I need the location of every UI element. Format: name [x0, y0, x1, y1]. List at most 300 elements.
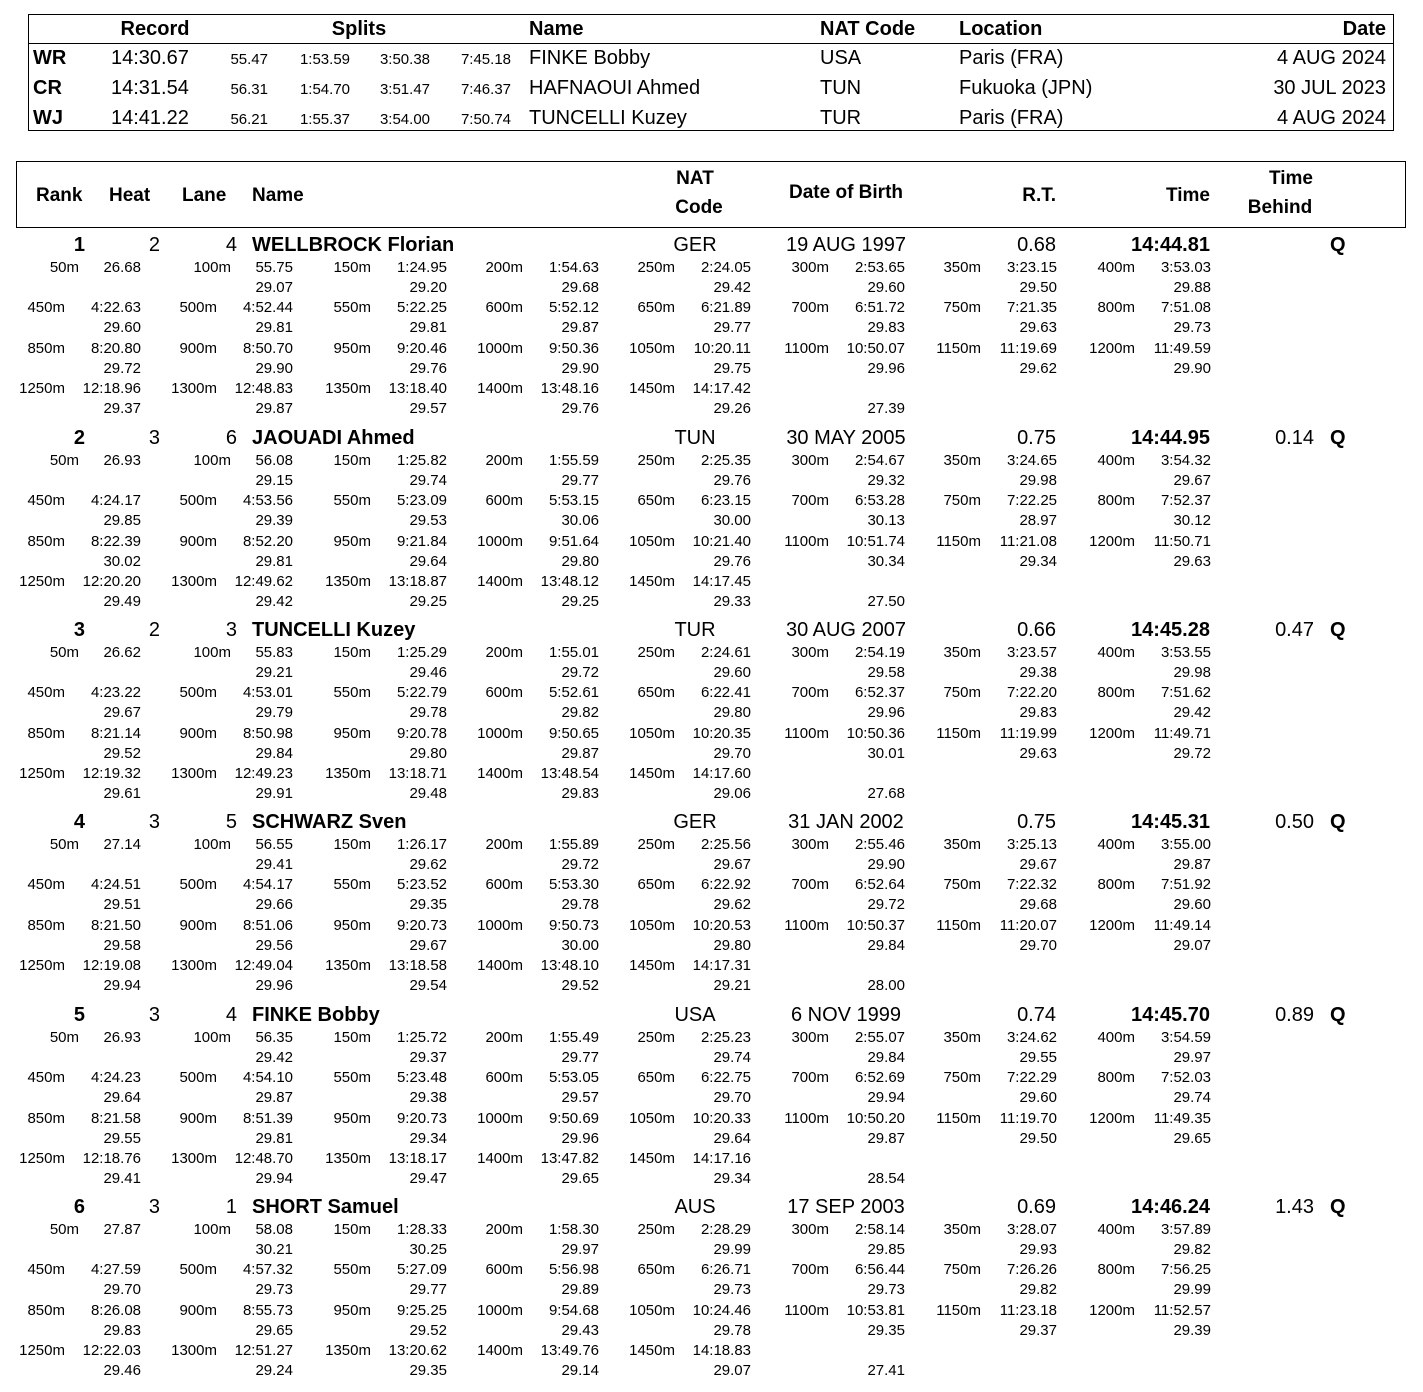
split-lap: 29.35: [409, 896, 447, 914]
athlete-time-behind: 0.89: [1275, 1004, 1314, 1026]
split-cumulative: 14:17.60: [692, 765, 751, 783]
split-distance: 550m: [333, 1261, 371, 1279]
split-lap: 29.54: [409, 977, 447, 995]
split-lap: 29.74: [409, 472, 447, 489]
athlete-qualifier: Q: [1330, 1004, 1346, 1026]
split-distance: 250m: [637, 836, 675, 853]
athlete-dob: 31 JAN 2002: [788, 811, 904, 833]
split-distance: 250m: [637, 1221, 675, 1238]
athlete-qualifier: Q: [1330, 619, 1346, 641]
split-cumulative: 11:19.99: [999, 724, 1057, 742]
split-distance: 600m: [485, 1069, 523, 1087]
split-distance: 200m: [485, 452, 523, 469]
athlete-rt: 0.66: [1017, 619, 1056, 641]
split-distance: 100m: [193, 1221, 231, 1238]
split-cumulative: 2:54.19: [854, 644, 905, 661]
split-distance: 400m: [1097, 452, 1135, 469]
split-cumulative: 11:49.71: [1153, 724, 1211, 742]
split-cumulative: 4:24.51: [90, 876, 141, 894]
split-distance: 1200m: [1089, 1109, 1135, 1127]
split-cumulative: 9:20.78: [396, 724, 447, 742]
split-cumulative: 4:54.10: [242, 1069, 293, 1087]
split-lap: 29.68: [1019, 896, 1057, 914]
record-name: HAFNAOUI Ahmed: [529, 77, 701, 99]
split-distance: 200m: [485, 1221, 523, 1238]
split-lap: 29.66: [255, 896, 293, 914]
split-distance: 400m: [1097, 644, 1135, 661]
split-lap: 28.54: [867, 1170, 905, 1188]
split-lap: 28.97: [1019, 512, 1057, 530]
split-lap: 29.87: [1173, 856, 1211, 873]
split-cumulative: 13:48.10: [540, 957, 599, 975]
split-lap: 29.73: [867, 1281, 905, 1299]
records-header-date: Date: [1342, 18, 1386, 40]
split-cumulative: 4:52.44: [242, 299, 293, 317]
header-nat: NAT: [676, 168, 714, 189]
split-distance: 650m: [637, 684, 675, 702]
split-distance: 850m: [27, 1301, 65, 1319]
split-cumulative: 3:55.00: [1160, 836, 1211, 853]
split-cumulative: 13:18.40: [388, 380, 447, 398]
split-distance: 1150m: [936, 724, 981, 742]
split-distance: 1000m: [477, 1301, 523, 1319]
split-lap: 29.20: [409, 279, 447, 296]
split-distance: 350m: [943, 644, 981, 661]
split-distance: 1350m: [325, 1150, 371, 1168]
athlete-time-behind: 0.47: [1275, 619, 1314, 641]
split-cumulative: 8:50.98: [242, 724, 293, 742]
split-distance: 1450m: [629, 957, 675, 975]
split-cumulative: 1:54.63: [548, 259, 599, 276]
split-cumulative: 3:57.89: [1160, 1221, 1211, 1238]
athlete-heat: 2: [148, 234, 160, 256]
split-distance: 450m: [27, 684, 65, 702]
split-lap: 30.00: [713, 512, 751, 530]
split-distance: 1450m: [629, 573, 675, 591]
split-cumulative: 5:52.12: [548, 299, 599, 317]
split-distance: 1000m: [477, 724, 523, 742]
split-lap: 29.82: [1019, 1281, 1057, 1299]
record-time: 14:31.54: [111, 77, 189, 99]
split-lap: 30.12: [1173, 512, 1211, 530]
split-distance: 1000m: [477, 339, 523, 357]
athlete-name: TUNCELLI Kuzey: [252, 619, 416, 641]
record-split: 56.31: [230, 81, 268, 98]
split-lap: 29.83: [103, 1321, 141, 1339]
split-lap: 29.78: [409, 704, 447, 722]
split-cumulative: 1:26.17: [396, 836, 447, 853]
split-lap: 29.37: [1019, 1321, 1057, 1339]
record-split: 3:54.00: [379, 111, 430, 128]
split-lap: 29.64: [409, 552, 447, 570]
split-lap: 29.52: [561, 977, 599, 995]
split-distance: 400m: [1097, 259, 1135, 276]
split-lap: 29.82: [561, 704, 599, 722]
split-cumulative: 1:28.33: [396, 1221, 447, 1238]
split-lap: 29.67: [713, 856, 751, 873]
split-lap: 29.48: [409, 785, 447, 803]
athlete-time: 14:45.31: [1131, 811, 1210, 833]
split-lap: 29.51: [103, 896, 141, 914]
split-cumulative: 4:24.23: [90, 1069, 141, 1087]
split-lap: 29.62: [409, 856, 447, 873]
split-cumulative: 12:51.27: [234, 1342, 293, 1360]
split-distance: 150m: [333, 452, 371, 469]
split-distance: 450m: [27, 299, 65, 317]
split-lap: 29.07: [1173, 936, 1211, 954]
record-nat: TUN: [820, 77, 862, 99]
record-location: Fukuoka (JPN): [959, 77, 1093, 99]
split-cumulative: 13:20.62: [388, 1342, 447, 1360]
split-distance: 1000m: [477, 1109, 523, 1127]
athlete-lane: 3: [225, 619, 237, 641]
split-lap: 29.77: [561, 472, 599, 489]
split-cumulative: 9:20.46: [396, 339, 447, 357]
split-cumulative: 5:22.79: [396, 684, 447, 702]
record-time: 14:41.22: [111, 107, 189, 129]
split-distance: 1050m: [629, 916, 675, 934]
split-cumulative: 10:20.53: [692, 916, 751, 934]
split-lap: 29.80: [713, 704, 751, 722]
split-lap: 30.01: [867, 744, 905, 762]
split-distance: 550m: [333, 299, 371, 317]
split-lap: 29.67: [409, 936, 447, 954]
split-lap: 29.56: [255, 936, 293, 954]
split-cumulative: 11:19.69: [999, 339, 1057, 357]
split-lap: 29.58: [103, 936, 141, 954]
split-cumulative: 1:25.29: [396, 644, 447, 661]
athlete-lane: 5: [225, 811, 237, 833]
athlete-time: 14:44.95: [1131, 427, 1210, 449]
split-distance: 50m: [49, 259, 79, 276]
athlete-rt: 0.74: [1017, 1004, 1056, 1026]
split-cumulative: 14:17.45: [692, 573, 751, 591]
split-lap: 30.02: [103, 552, 141, 570]
split-distance: 500m: [179, 1069, 217, 1087]
split-distance: 100m: [193, 1029, 231, 1046]
records-header-record: Record: [120, 18, 190, 40]
split-cumulative: 12:20.20: [82, 573, 141, 591]
split-cumulative: 2:54.67: [854, 452, 905, 469]
split-cumulative: 13:48.16: [540, 380, 599, 398]
split-cumulative: 8:51.39: [242, 1109, 293, 1127]
split-lap: 29.83: [867, 319, 905, 337]
athlete-nat: GER: [673, 811, 717, 833]
split-lap: 29.07: [255, 279, 293, 296]
split-lap: 29.97: [561, 1241, 599, 1258]
athlete-rank: 3: [73, 619, 85, 641]
split-cumulative: 26.62: [103, 644, 141, 661]
header-name: Name: [252, 185, 304, 206]
split-lap: 29.90: [1173, 359, 1211, 377]
split-distance: 1400m: [477, 765, 523, 783]
split-cumulative: 13:18.71: [388, 765, 447, 783]
split-lap: 29.15: [255, 472, 293, 489]
split-distance: 300m: [791, 1221, 829, 1238]
split-cumulative: 11:23.18: [999, 1301, 1057, 1319]
split-lap: 29.25: [409, 593, 447, 611]
split-distance: 500m: [179, 299, 217, 317]
split-cumulative: 7:52.03: [1160, 1069, 1211, 1087]
split-cumulative: 55.83: [255, 644, 293, 661]
split-lap: 29.65: [1173, 1129, 1211, 1147]
split-lap: 29.89: [561, 1281, 599, 1299]
split-lap: 29.67: [103, 704, 141, 722]
split-cumulative: 3:24.65: [1006, 452, 1057, 469]
split-cumulative: 10:51.74: [846, 532, 905, 550]
split-distance: 1450m: [629, 1150, 675, 1168]
split-lap: 29.62: [1019, 359, 1057, 377]
split-distance: 350m: [943, 836, 981, 853]
split-cumulative: 8:51.06: [242, 916, 293, 934]
athlete-rank: 4: [73, 811, 85, 833]
split-cumulative: 4:27.59: [90, 1261, 141, 1279]
split-cumulative: 3:25.13: [1006, 836, 1057, 853]
split-cumulative: 9:54.68: [548, 1301, 599, 1319]
split-distance: 800m: [1097, 299, 1135, 317]
record-nat: USA: [820, 47, 862, 69]
split-lap: 29.24: [255, 1362, 293, 1380]
record-nat: TUR: [820, 107, 862, 129]
athlete-rt: 0.75: [1017, 427, 1056, 449]
athlete-name: SCHWARZ Sven: [252, 811, 407, 833]
split-cumulative: 10:24.46: [692, 1301, 751, 1319]
split-lap: 29.88: [1173, 279, 1211, 296]
split-cumulative: 9:50.69: [548, 1109, 599, 1127]
split-lap: 29.93: [1019, 1241, 1057, 1258]
split-lap: 30.21: [255, 1241, 293, 1258]
athlete-rt: 0.75: [1017, 811, 1056, 833]
split-cumulative: 3:23.15: [1006, 259, 1057, 276]
split-lap: 29.64: [103, 1089, 141, 1107]
split-distance: 1300m: [171, 380, 217, 398]
split-cumulative: 2:24.61: [700, 644, 751, 661]
split-cumulative: 14:17.42: [692, 380, 751, 398]
split-distance: 1450m: [629, 1342, 675, 1360]
split-lap: 29.55: [103, 1129, 141, 1147]
athlete-name: WELLBROCK Florian: [252, 234, 455, 256]
split-cumulative: 27.87: [103, 1221, 141, 1238]
split-cumulative: 2:25.35: [700, 452, 751, 469]
split-lap: 29.67: [1019, 856, 1057, 873]
split-distance: 150m: [333, 836, 371, 853]
split-lap: 29.25: [561, 593, 599, 611]
athlete-nat: GER: [673, 234, 717, 256]
split-lap: 30.34: [867, 552, 905, 570]
split-distance: 450m: [27, 1069, 65, 1087]
split-lap: 29.34: [1019, 552, 1057, 570]
athlete-rank: 2: [73, 427, 85, 449]
split-cumulative: 7:51.92: [1160, 876, 1211, 894]
split-lap: 29.50: [1019, 1129, 1057, 1147]
split-lap: 29.84: [255, 744, 293, 762]
split-distance: 950m: [333, 916, 371, 934]
split-distance: 50m: [49, 1221, 79, 1238]
split-distance: 700m: [791, 684, 829, 702]
split-lap: 29.96: [561, 1129, 599, 1147]
split-distance: 1300m: [171, 1150, 217, 1168]
split-distance: 1000m: [477, 916, 523, 934]
split-cumulative: 11:49.59: [1153, 339, 1211, 357]
split-lap: 29.70: [1019, 936, 1057, 954]
split-distance: 250m: [637, 644, 675, 661]
split-lap: 29.63: [1173, 552, 1211, 570]
split-cumulative: 1:25.82: [396, 452, 447, 469]
split-lap: 29.74: [1173, 1089, 1211, 1107]
athlete-qualifier: Q: [1330, 1196, 1346, 1218]
split-distance: 100m: [193, 644, 231, 661]
split-distance: 950m: [333, 724, 371, 742]
header-code: Code: [675, 197, 723, 218]
split-distance: 600m: [485, 1261, 523, 1279]
split-lap: 29.84: [867, 936, 905, 954]
split-lap: 29.96: [255, 977, 293, 995]
split-cumulative: 2:25.56: [700, 836, 751, 853]
split-lap: 29.53: [409, 512, 447, 530]
split-lap: 29.98: [1173, 664, 1211, 681]
split-cumulative: 8:22.39: [90, 532, 141, 550]
split-cumulative: 6:51.72: [854, 299, 905, 317]
record-split: 55.47: [230, 51, 268, 68]
split-cumulative: 13:18.58: [388, 957, 447, 975]
split-cumulative: 3:24.62: [1006, 1029, 1057, 1046]
split-cumulative: 6:53.28: [854, 492, 905, 510]
split-lap: 29.34: [409, 1129, 447, 1147]
split-lap: 29.70: [713, 1089, 751, 1107]
split-cumulative: 4:24.17: [90, 492, 141, 510]
split-lap: 29.55: [1019, 1049, 1057, 1066]
split-distance: 750m: [943, 876, 981, 894]
split-cumulative: 14:17.31: [692, 957, 751, 975]
split-cumulative: 7:22.25: [1006, 492, 1057, 510]
split-cumulative: 2:25.23: [700, 1029, 751, 1046]
split-distance: 200m: [485, 259, 523, 276]
split-cumulative: 11:20.07: [999, 916, 1057, 934]
split-lap: 29.42: [255, 593, 293, 611]
split-distance: 1400m: [477, 380, 523, 398]
athlete-name: FINKE Bobby: [252, 1004, 380, 1026]
split-lap: 29.76: [713, 552, 751, 570]
split-lap: 29.35: [867, 1321, 905, 1339]
split-cumulative: 1:58.30: [548, 1221, 599, 1238]
split-distance: 550m: [333, 492, 371, 510]
split-distance: 150m: [333, 644, 371, 661]
split-distance: 50m: [49, 644, 79, 661]
split-distance: 400m: [1097, 1221, 1135, 1238]
split-cumulative: 6:52.37: [854, 684, 905, 702]
split-lap: 29.38: [1019, 664, 1057, 681]
split-distance: 1050m: [629, 1301, 675, 1319]
split-lap: 29.90: [561, 359, 599, 377]
split-distance: 350m: [943, 1221, 981, 1238]
split-cumulative: 5:23.09: [396, 492, 447, 510]
split-cumulative: 9:51.64: [548, 532, 599, 550]
record-split: 7:45.18: [460, 51, 511, 68]
split-lap: 29.42: [713, 279, 751, 296]
split-lap: 29.34: [713, 1170, 751, 1188]
split-distance: 250m: [637, 452, 675, 469]
split-distance: 1200m: [1089, 916, 1135, 934]
split-distance: 1200m: [1089, 532, 1135, 550]
split-cumulative: 12:18.76: [82, 1150, 141, 1168]
athlete-qualifier: Q: [1330, 234, 1346, 256]
split-cumulative: 8:55.73: [242, 1301, 293, 1319]
split-cumulative: 3:28.07: [1006, 1221, 1057, 1238]
split-lap: 29.49: [103, 593, 141, 611]
split-lap: 29.77: [409, 1281, 447, 1299]
split-distance: 1100m: [784, 532, 829, 550]
split-lap: 29.81: [255, 319, 293, 337]
athlete-dob: 17 SEP 2003: [787, 1196, 905, 1218]
split-lap: 29.39: [1173, 1321, 1211, 1339]
record-split: 3:50.38: [379, 51, 430, 68]
split-cumulative: 7:52.37: [1160, 492, 1211, 510]
split-cumulative: 4:57.32: [242, 1261, 293, 1279]
split-lap: 29.97: [1173, 1049, 1211, 1066]
split-distance: 1350m: [325, 765, 371, 783]
split-cumulative: 2:53.65: [854, 259, 905, 276]
split-distance: 1100m: [784, 916, 829, 934]
split-lap: 29.21: [713, 977, 751, 995]
split-cumulative: 7:26.26: [1006, 1261, 1057, 1279]
split-distance: 350m: [943, 1029, 981, 1046]
split-distance: 1100m: [784, 1109, 829, 1127]
split-distance: 1350m: [325, 380, 371, 398]
split-distance: 1250m: [19, 957, 65, 975]
split-lap: 28.00: [867, 977, 905, 995]
split-distance: 300m: [791, 1029, 829, 1046]
split-lap: 29.87: [255, 1089, 293, 1107]
split-cumulative: 10:20.11: [693, 339, 751, 357]
split-distance: 1400m: [477, 1342, 523, 1360]
split-lap: 29.98: [1019, 472, 1057, 489]
record-split: 1:53.59: [299, 51, 350, 68]
split-cumulative: 8:50.70: [242, 339, 293, 357]
split-lap: 29.90: [867, 856, 905, 873]
split-lap: 29.32: [867, 472, 905, 489]
split-cumulative: 8:21.50: [90, 916, 141, 934]
split-lap: 29.79: [255, 704, 293, 722]
split-distance: 750m: [943, 492, 981, 510]
split-lap: 27.68: [867, 785, 905, 803]
split-distance: 500m: [179, 1261, 217, 1279]
athlete-dob: 6 NOV 1999: [790, 1004, 902, 1026]
split-lap: 29.60: [1173, 896, 1211, 914]
split-lap: 29.06: [713, 785, 751, 803]
split-lap: 29.35: [409, 1362, 447, 1380]
split-distance: 1450m: [629, 765, 675, 783]
split-distance: 900m: [179, 1109, 217, 1127]
split-distance: 850m: [27, 724, 65, 742]
split-distance: 1450m: [629, 380, 675, 398]
split-distance: 200m: [485, 836, 523, 853]
split-distance: 800m: [1097, 492, 1135, 510]
athlete-lane: 1: [225, 1196, 237, 1218]
split-lap: 29.37: [409, 1049, 447, 1066]
split-lap: 29.26: [713, 400, 751, 418]
records-header-location: Location: [959, 18, 1043, 40]
split-distance: 600m: [485, 492, 523, 510]
records-header-divider: [28, 43, 1394, 44]
split-lap: 29.39: [255, 512, 293, 530]
split-distance: 1200m: [1089, 724, 1135, 742]
split-distance: 350m: [943, 452, 981, 469]
split-lap: 29.46: [103, 1362, 141, 1380]
split-cumulative: 9:50.65: [548, 724, 599, 742]
split-lap: 29.63: [1019, 744, 1057, 762]
split-cumulative: 8:20.80: [90, 339, 141, 357]
athlete-rank: 6: [73, 1196, 85, 1218]
